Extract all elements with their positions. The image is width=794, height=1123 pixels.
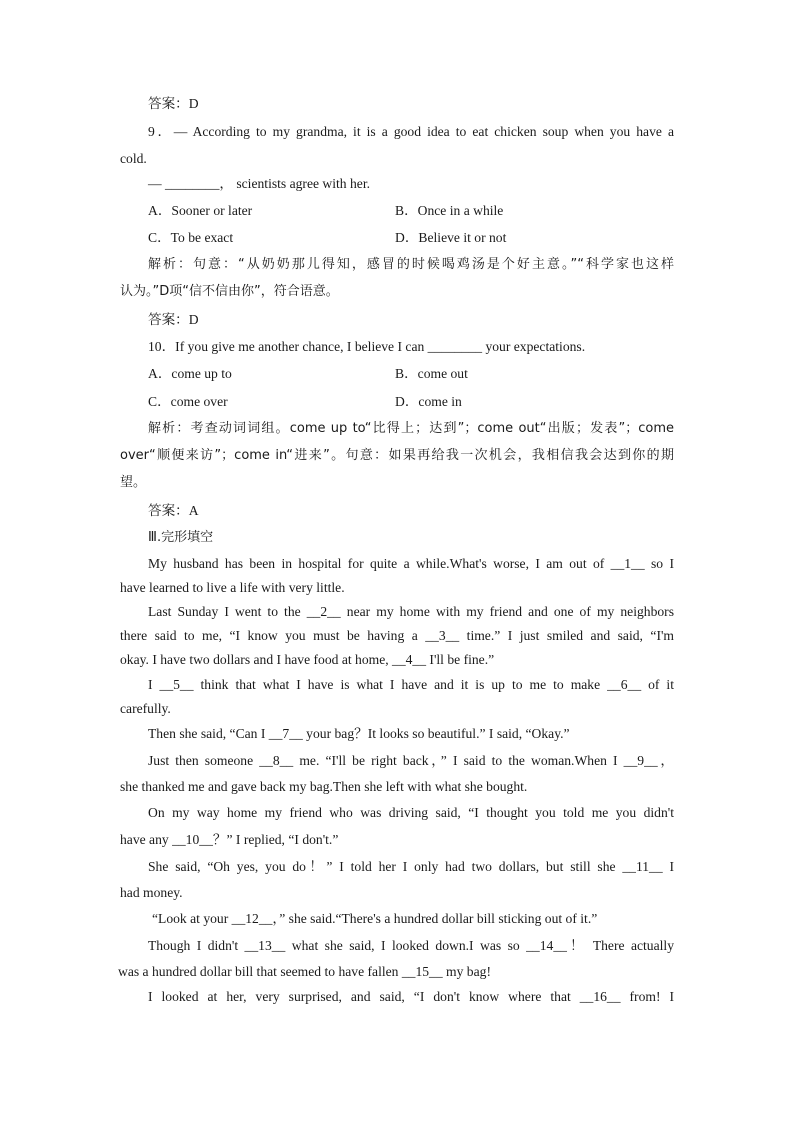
q8-answer: 答案：D xyxy=(148,96,199,111)
cloze-line: I looked at her, very surprised, and said, “I don't know where that __16__ from! I xyxy=(148,989,674,1004)
cloze-line: she thanked me and gave back my bag.Then she left with what she bought. xyxy=(120,779,528,794)
q9-analysis-line2: 认为。”D项“信不信由你”，符合语意。 xyxy=(120,284,339,299)
section-heading-cloze: Ⅲ.完形填空 xyxy=(148,530,214,545)
cloze-line: have any __10__？” I replied, “I don't.” xyxy=(120,832,339,847)
q9-answer: 答案：D xyxy=(148,312,199,327)
q10-option-a: A．come up to xyxy=(148,366,232,381)
cloze-line: had money. xyxy=(120,885,183,900)
cloze-line: there said to me, “I know you must be having a __3__ time.” I just smiled and said, “I'm xyxy=(120,628,674,643)
q9-option-b: B．Once in a while xyxy=(395,203,504,218)
q9-analysis-line1: 解析：句意：“从奶奶那儿得知，感冒的时候喝鸡汤是个好主意。”“科学家也这样 xyxy=(148,257,674,272)
cloze-line: She said, “Oh yes, you do！” I told her I only had two dollars, but still she __11__ I xyxy=(148,859,674,874)
q10-answer: 答案：A xyxy=(148,503,199,518)
q9-option-c: C．To be exact xyxy=(148,230,234,245)
cloze-line: On my way home my friend who was driving said, “I thought you told me you didn't xyxy=(148,805,674,820)
q10-analysis-line1: 解析：考查动词词组。come up to“比得上；达到”；come out“出版；发表”；come xyxy=(148,421,674,436)
cloze-line: Just then someone __8__ me. “I'll be right back，” I said to the woman.When I __9__， xyxy=(148,753,674,768)
cloze-line: Though I didn't __13__ what she said, I looked down.I was so __14__！ There actually xyxy=(148,938,674,953)
cloze-line: “Look at your __12__，” she said.“There's a hundred dollar bill sticking out of it.” xyxy=(152,911,598,926)
cloze-line: My husband has been in hospital for quite a while.What's worse, I am out of __1__ so I xyxy=(148,556,674,571)
q10-option-d: D．come in xyxy=(395,394,462,409)
q10-analysis-line3: 望。 xyxy=(120,475,147,490)
cloze-line: Last Sunday I went to the __2__ near my home with my friend and one of my neighbors xyxy=(148,604,674,619)
q9-stem-line2: cold. xyxy=(120,151,147,166)
cloze-line: okay. I have two dollars and I have food at home, __4__ I'll be fine.” xyxy=(120,652,495,667)
cloze-line: carefully. xyxy=(120,701,171,716)
cloze-line: have learned to live a life with very little. xyxy=(120,580,345,595)
q10-option-c: C．come over xyxy=(148,394,228,409)
q10-analysis-line2: over“顺便来访”；come in“进来”。句意：如果再给我一次机会，我相信我会达到你的期 xyxy=(120,448,674,463)
q9-stem-line1: 9．— According to my grandma, it is a good idea to eat chicken soup when you have a xyxy=(148,124,674,139)
q9-option-a: A．Sooner or later xyxy=(148,203,253,218)
cloze-line: Then she said, “Can I __7__ your bag？It looks so beautiful.” I said, “Okay.” xyxy=(148,726,570,741)
q9-option-d: D．Believe it or not xyxy=(395,230,507,245)
q10-stem: 10．If you give me another chance, I believe I can ________ your expectations. xyxy=(148,339,586,354)
cloze-line: was a hundred dollar bill that seemed to have fallen __15__ my bag! xyxy=(118,964,491,979)
q9-stem-line3: — ________， scientists agree with her. xyxy=(148,176,370,191)
q10-option-b: B．come out xyxy=(395,366,468,381)
cloze-line: I __5__ think that what I have is what I have and it is up to me to make __6__ of it xyxy=(148,677,674,692)
